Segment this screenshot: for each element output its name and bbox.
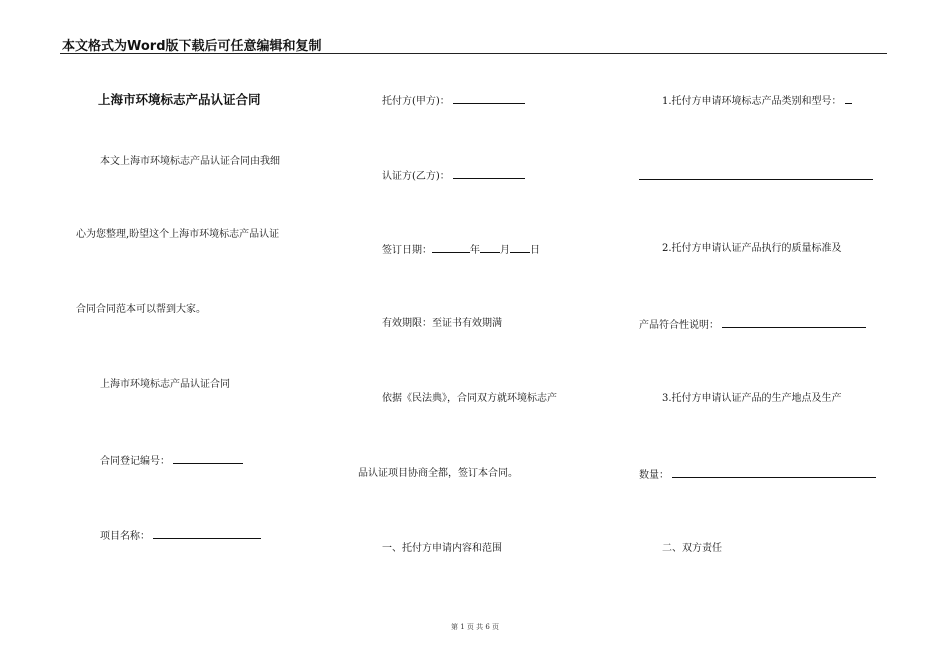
validity-text: 有效期限：至证书有效期满 — [382, 318, 502, 329]
item-3-line-1: 3.托付方申请认证产品的生产地点及生产 — [662, 393, 842, 404]
sign-month-blank[interactable] — [480, 243, 500, 253]
section-1-heading: 一、托付方申请内容和范围 — [382, 543, 502, 554]
party-b-row — [382, 169, 525, 183]
reg-no-label: 合同登记编号： — [100, 456, 170, 467]
intro-line-3: 合同合同范本可以帮到大家。 — [76, 304, 206, 315]
item-3-blank[interactable] — [672, 468, 876, 478]
item-2-blank[interactable] — [722, 318, 866, 328]
document-header-title: 本文格式为Word版下载后可任意编辑和复制 — [62, 39, 322, 54]
day-char: 日 — [530, 245, 540, 256]
item-1-blank[interactable] — [845, 94, 852, 104]
year-char: 年 — [470, 245, 480, 256]
item-1-row — [662, 94, 852, 108]
item-1-text: 1.托付方申请环境标志产品类别和型号： — [662, 96, 842, 107]
reg-no-blank[interactable] — [173, 454, 243, 464]
item-1-continuation-line[interactable] — [639, 179, 873, 180]
item-2-line-1: 2.托付方申请认证产品执行的质量标准及 — [662, 243, 842, 254]
party-a-blank[interactable] — [453, 94, 525, 104]
page-number: 第 1 页 共 6 页 — [450, 623, 500, 631]
intro-line-1: 本文上海市环境标志产品认证合同由我细 — [100, 156, 280, 167]
item-2-row — [639, 318, 866, 332]
project-name-row — [100, 529, 261, 543]
item-3-row — [639, 468, 876, 482]
contract-title: 上海市环境标志产品认证合同 — [98, 92, 261, 107]
sign-day-blank[interactable] — [510, 243, 530, 253]
intro-line-2: 心为您整理,盼望这个上海市环境标志产品认证 — [76, 229, 280, 240]
month-char: 月 — [500, 245, 510, 256]
reg-no-row — [100, 454, 243, 468]
sign-date-row — [382, 243, 540, 257]
basis-line-2: 品认证项目协商全都，签订本合同。 — [358, 468, 518, 479]
sign-date-label: 签订日期： — [382, 245, 432, 256]
contract-subtitle: 上海市环境标志产品认证合同 — [100, 379, 230, 390]
party-b-label: 认证方(乙方)： — [382, 171, 450, 182]
sign-year-blank[interactable] — [432, 243, 470, 253]
project-name-label: 项目名称： — [100, 531, 150, 542]
project-name-blank[interactable] — [153, 529, 261, 539]
party-b-blank[interactable] — [453, 169, 525, 179]
item-3-line-2: 数量： — [639, 470, 669, 481]
item-2-line-2: 产品符合性说明： — [639, 320, 719, 331]
basis-line-1: 依据《民法典》，合同双方就环境标志产 — [382, 393, 557, 404]
party-a-label: 托付方(甲方)： — [382, 96, 450, 107]
section-2-heading: 二、双方责任 — [662, 543, 722, 554]
party-a-row — [382, 94, 525, 108]
header-divider — [60, 53, 887, 54]
